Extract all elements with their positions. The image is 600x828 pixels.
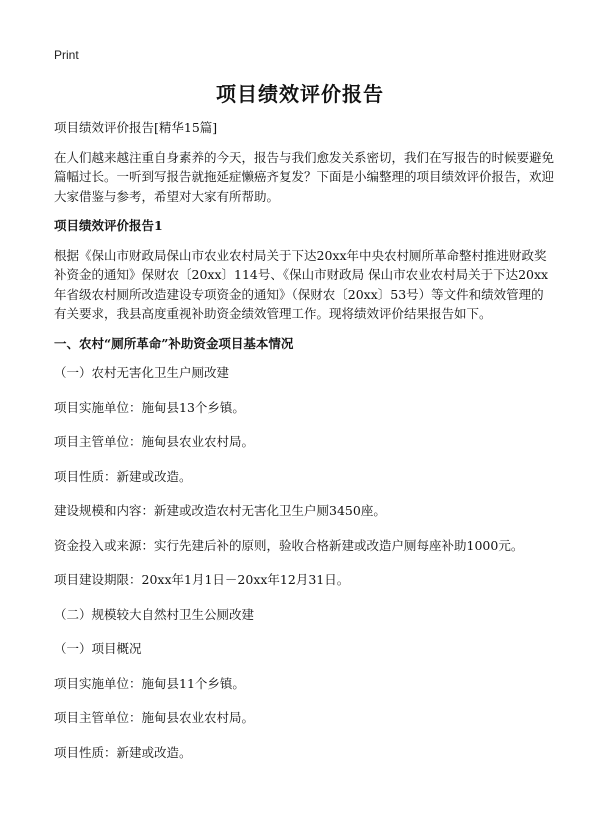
item2-unit: 项目实施单位：施甸县11个乡镇。 — [54, 675, 245, 691]
intro-paragraph: 在人们越来越注重自身素养的今天，报告与我们愈发关系密切，我们在写报告的时候要避免篇幅过长。一听到写报告就拖延症懒癌齐复发？下面是小编整理的项目绩效评价报告，欢迎大家借鉴与参考，希望对大家有所帮助。 — [54, 149, 555, 204]
document-body — [54, 118, 554, 777]
print-link[interactable]: Print — [54, 48, 79, 62]
item1-funds: 资金投入或来源：实行先建后补的原则，验收合格新建或改造户厕每座补助1000元。 — [54, 537, 524, 553]
item1-nature: 项目性质：新建或改造。 — [54, 468, 192, 484]
report1-paragraph: 根据《保山市财政局保山市农业农村局关于下达20xx年中央农村厕所革命整村推进财政奖补资金的通知》保财农〔20xx〕114号、《保山市财政局 保山市农业农村局关于下达20xx年省级农村厕所改造建设专项资金的通知》（保财农〔20xx〕53号）等文件和绩效管理的有关要求，我县高度重视补助资金绩效管理工作。现将绩效评价结果报告如下。 — [54, 247, 549, 321]
section1-heading: 一、农村“厕所革命”补助资金项目基本情况 — [54, 335, 294, 351]
item2-dept: 项目主管单位：施甸县农业农村局。 — [54, 710, 255, 725]
item1-title: （一）农村无害化卫生户厕改建 — [54, 365, 230, 380]
item1-period: 项目建设期限：20xx年1月1日－20xx年12月31日。 — [54, 572, 350, 587]
item2-nature: 项目性质：新建或改造。 — [54, 744, 192, 760]
item2-overview: （一）项目概况 — [54, 641, 142, 656]
report1-heading: 项目绩效评价报告1 — [54, 218, 163, 233]
page-title: 项目绩效评价报告 — [216, 82, 384, 106]
item1-unit: 项目实施单位：施甸县13个乡镇。 — [54, 399, 245, 415]
item1-dept: 项目主管单位：施甸县农业农村局。 — [54, 434, 255, 449]
item1-scale: 建设规模和内容：新建或改造农村无害化卫生户厕3450座。 — [54, 503, 386, 518]
subtitle: 项目绩效评价报告[精华15篇] — [54, 120, 218, 135]
item2-title: （二）规模较大自然村卫生公厕改建 — [54, 606, 255, 622]
